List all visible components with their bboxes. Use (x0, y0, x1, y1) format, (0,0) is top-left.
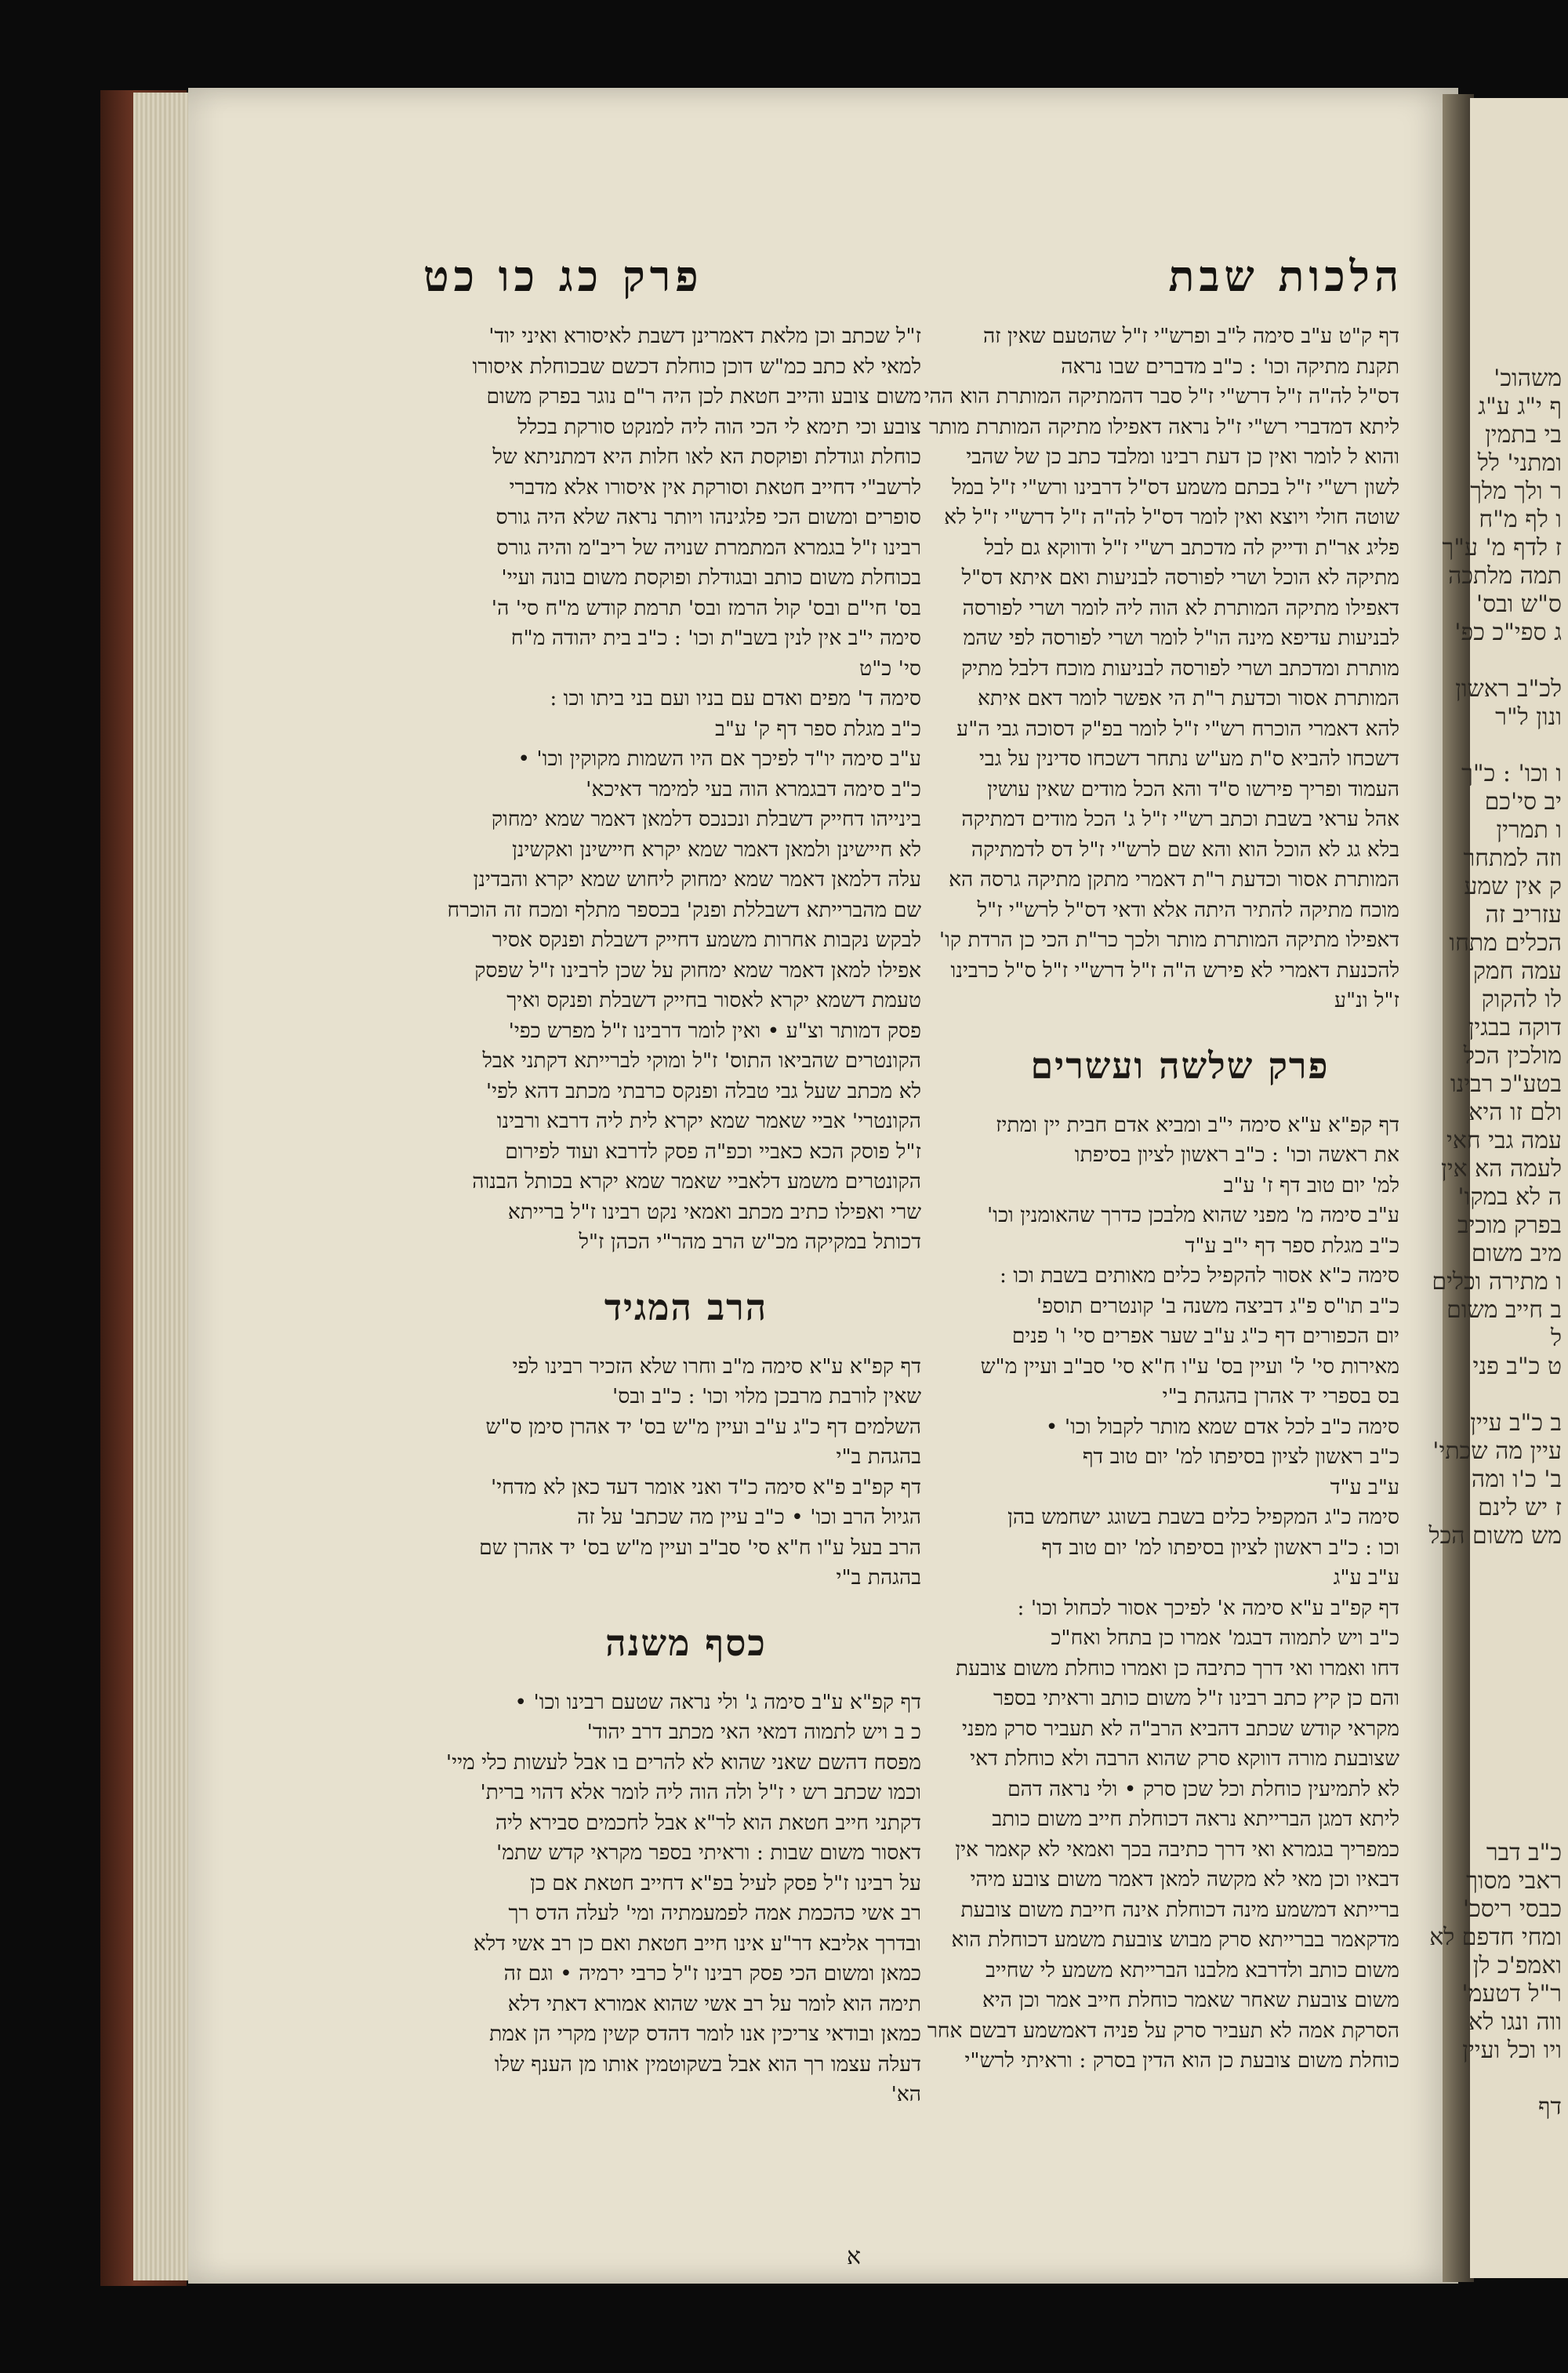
text-line: ב חייב משום (1446, 1296, 1562, 1324)
text-line: כ"ב מגלת ספר דף ק' ע"ב (715, 716, 921, 741)
text-line: לבניעות עדיפא מינה הו"ל לומר ושרי לפורסה לפי שהמ (963, 626, 1399, 650)
commentary-block (924, 322, 1399, 1016)
text-line: עמה חמק (1472, 958, 1562, 985)
text-line: ווה ונגו לא (1468, 2008, 1562, 2036)
section-heading-magid: הרב המגיד (604, 1285, 768, 1328)
text-line: הרב בעל ע"ו ח"א סי' סב"ב ועיין מ"ש בס' יד אהרן שם (479, 1535, 921, 1560)
text-line: סימה כ"א אסור להקפיל כלים מאותים בשבת וכו : (999, 1263, 1399, 1288)
text-line: סימה י"ב אין לנין בשב"ת וכו' : כ"ב בית יהודה מ"ח (510, 626, 921, 650)
text-line: דף קפ"א ע"ב סימה ג' ולי נראה שטעם רבינו וכו' • (514, 1689, 921, 1714)
text-line: דס"ל לה"ה ז"ל דרש"י ז"ל סבר דהמתיקה המותרת הוא ההי (924, 384, 1399, 409)
text-line: לכ"ב ראשון (1455, 675, 1562, 703)
text-line: בכוחלת משום כותב ובגודלת ופוקסת משום בונה ועיי' (501, 565, 921, 590)
text-line: דחו ואמרו ואי דרך כתיבה כן ואמרו כוחלת משום צובעת (956, 1655, 1399, 1681)
text-line: מדקאמר בברייתא סרק מבוש צובעת משמע דכוחלת הוא (951, 1928, 1399, 1952)
text-line: הגיול הרב וכו' • כ"ב עיין מה שכתב' על זה (577, 1505, 921, 1529)
commentary-block (445, 1688, 921, 2110)
text-line: ז יש לינם (1478, 1494, 1562, 1521)
text-line: לבקש נקבות אחרות משמע דחייק דשבלת ופנקס אסיר (492, 928, 921, 952)
text-line: ט כ"ב פני (1472, 1353, 1562, 1380)
text-line: להא דאמרי הוכרח רש"י ז"ל לומר בפ"ק דסוכה גבי ה"ע (956, 716, 1399, 741)
text-line: דף ק"ט ע"ב סימה ל"ב ופרש"י ז"ל שהטעם שאין זה (982, 324, 1399, 348)
text-line: לעמה הא אין (1441, 1155, 1562, 1183)
text-line: מפסח דהשם שאני שהוא לא להרים בו אבל לעשות כלי מיי' (445, 1750, 921, 1775)
text-line: בפרק מוכיב (1457, 1212, 1562, 1239)
text-line: הקונטרים משמע דלאביי שאמר שמא יקרא בכותל הבנוה (472, 1169, 921, 1194)
text-line: הכלים מתחו (1449, 929, 1562, 957)
text-line: ומתני' לל (1477, 449, 1562, 477)
text-line: צובע וכי תימא לי הכי הוה ליה למנקט סורקת בכלל (517, 414, 921, 439)
text-line: בינייהו דחייק דשבלת ונכנכס דלמאן דאמר שמא ימחוק (491, 807, 921, 831)
text-line: ר"ל דטעמ' (1461, 1980, 1562, 2008)
text-line: ואמפ'כ לן (1472, 1952, 1562, 1979)
text-line: יב סי'כם (1484, 788, 1562, 816)
text-line: על רבינו ז"ל פסק לעיל בפ"א דחייב חטאת אם כן (530, 1870, 921, 1895)
text-line: סי' כ"ט (859, 656, 921, 681)
text-line: כ ב ויש לתמוה דמאי האי מכתב דרב יהוד' (586, 1720, 921, 1744)
text-line: בלא גג לא הוכל הוא והא שם לרש"י ז"ל דס לדמתיקה (971, 837, 1399, 862)
commentary-block (447, 322, 921, 1258)
text-line: ו תמרין (1496, 816, 1562, 844)
text-line: ע"ב ע"ג (1333, 1565, 1399, 1590)
text-line: ה לא במקו' (1457, 1183, 1562, 1211)
text-line: את ראשה וכו' : כ"ב ראשון לציון בסיפתו (1074, 1143, 1399, 1167)
text-line: עלה דלמאן דאמר שמא ימחוק ליחוש שמא יקרא והבדינן (473, 867, 921, 892)
text-line: בהגהת ב"י (836, 1445, 921, 1469)
text-line: תימה הוא לומר על רב אשי שהוא אמורא דאתי דלא (507, 1991, 921, 2016)
text-line: ו מתירה וכלים (1432, 1268, 1562, 1296)
text-line: מאירות סי' ל' ועיין בס' ע"ו ח"א סי' סב"ב ועיין מ"ש (980, 1354, 1399, 1379)
facing-page-text-bottom (1429, 1839, 1568, 2121)
text-line: משום צובעת שאחר שאמר כוחלת חייב אמר וכן היא (982, 1988, 1399, 2012)
text-line: למ' יום טוב דף ז' ע"ב (1223, 1172, 1399, 1197)
text-line: כ"ב דבר (1486, 1839, 1562, 1866)
text-line: כ"ב סימה דבגמרא הוה בעי למימר דאיכא' (586, 776, 921, 801)
text-line: יום הכפורים דף כ"ג ע"ב שער אפרים סי' ו' פנים (1011, 1324, 1399, 1348)
text-line: אהל עראי בשבת וכתב רש"י ז"ל ג' הכל מודים דמתיקה (961, 807, 1399, 831)
text-line: שרי ואפילו כתיב מכתב ואמאי נקט רבינו ז"ל ברייתא (507, 1199, 921, 1224)
text-line: והוא ל לומר ואין כן דעת רבינו ומלבד כתב כן של שהבי (966, 445, 1399, 469)
text-line: מיב משום (1471, 1240, 1562, 1267)
text-line: סימה כ"ג המקפיל כלים בשבת בשוגג ישחמש בהן (1007, 1505, 1399, 1529)
text-line: השלמים דף כ"ג ע"ב ועיין מ"ש בס' יד אהרן סימן ס"ש (485, 1414, 921, 1439)
text-line: ברייתא דמשמע מינה דכוחלת אינה חייבת משום צובעת (960, 1897, 1399, 1922)
text-line: דאפילו מתיקה המותרת מותר ולכך כר"ת הכי כן הרדת קו' (938, 928, 1399, 952)
text-line: כמאן ובודאי צריכין אנו לומר דהדס קשין מקרי הן אמת (489, 2022, 921, 2046)
running-header (423, 251, 1403, 306)
text-line: תמה מלתכה (1448, 562, 1562, 590)
text-line: בס' חי"ם ובס' קול הרמז ובס' תרמת קודש מ"ח סי' ה' (491, 595, 921, 620)
text-line: דבאיו וכן מאי לא מקשה למאן דאמר משום צובע מיהי (970, 1867, 1399, 1891)
text-line: לא חיישינן ולמאן דאמר שמא יקרא חיישינן ואקשינן (512, 837, 921, 862)
text-line: הקונטרי' אביי שאמר שמא יקרא לית ליה דרבא ורבינו (496, 1109, 921, 1133)
text-line: כוחלת וגודלת ופוקסת הא לאו חלות היא דמתניתא של (492, 445, 921, 469)
catchword: א (847, 2243, 862, 2270)
text-line: לא לתמיעין כוחלת וכל שכן סרק • ולי נראה דהם (1007, 1776, 1399, 1801)
text-line: בי בתמין (1485, 421, 1562, 449)
text-line: ר ולך מלך (1470, 478, 1562, 505)
text-line: המותרת אסור וכדעת ר"ת הי אפשר לומר דאם איתא (978, 686, 1399, 710)
text-line: סימה כ"ב לכל אדם שמא מותר לקבול וכו' • (1045, 1414, 1399, 1439)
text-line: ס"ש ובס' (1475, 591, 1562, 618)
text-line: הקונטרים שהביאו התוס' ז"ל ומוקי לברייתא דקתני אבל (482, 1048, 921, 1073)
left-text-column (445, 322, 921, 2266)
facing-page-text-top (1429, 365, 1568, 1550)
text-line: העמוד ופריך פירשו ס"ד והא הכל מודים שאין עושין (987, 776, 1399, 801)
text-line: מש משום הכל (1428, 1522, 1562, 1550)
text-line: בטע"כ רבינו (1450, 1070, 1562, 1098)
right-text-column (924, 322, 1399, 2266)
text-line: הא' (891, 2082, 921, 2106)
text-line: דף קפ"א ע"א סימה מ"ב וחרו שלא הזכיר רבינו לפי (512, 1354, 921, 1379)
text-line: דכותל במקיקה מכ"ש הרב מהר"י הכהן ז"ל (579, 1230, 921, 1254)
text-line: ליתא דמגן הברייתא נראה דכוחלת חייב משום כותב (992, 1807, 1399, 1831)
text-line: עמה גבי חאי (1446, 1127, 1562, 1154)
text-line: מקראי קודש שכתב דהביא הרב"ה לא תעביר סרק מפני (962, 1716, 1399, 1741)
text-line: שוטה חולי ויוצא ואין לומר דס"ל לה"ה ז"ל דרש"י ז"ל לא (944, 505, 1399, 529)
text-line: וכו : כ"ב ראשון לציון בסיפתו למ' יום טוב דף (1041, 1535, 1399, 1560)
text-line: ראבי מסוך (1466, 1867, 1562, 1895)
text-line: משום כותב ולדרבא מלבנו הברייתא משמע לי שחייב (985, 1957, 1399, 1982)
text-line: ע"ב סימה יו"ד לפיכך אם היו השמות מקוקין וכו' • (517, 747, 921, 771)
text-line: ו לף מ"ח (1479, 506, 1562, 533)
chapter-heading: פרק שלשה ועשרים (1030, 1044, 1330, 1087)
text-line: כ"ב ויש לתמוה דבגמ' אמרו כן בתחל ואח"כ (1051, 1626, 1399, 1650)
text-line: דף (1538, 2093, 1562, 2120)
text-line: כ"ב מגלת ספר דף י"ב ע"ד (1185, 1233, 1399, 1258)
text-line: דקתני חייב חטאת הוא לר"א אבל לחכמים סבירא ליה (495, 1810, 921, 1835)
text-line: מותרת ומדכתב ושרי לפורסה לבניעות מוכח דלבל מתיק (961, 656, 1399, 681)
text-line: ע"ב סימה מ' מפני שהוא מלבכן כדרך שהאומנין וכו' (987, 1203, 1399, 1227)
text-line: לרשב"י דחייב חטאת וסורקת אין איסורו אלא מדברי (509, 474, 921, 500)
text-line: ולם זו היא (1468, 1099, 1562, 1126)
text-line: רבינו ז"ל בגמרא המתמרת שנויה של ריב"מ והיה גורס (496, 535, 921, 560)
text-line: דוקה בבגין (1468, 1014, 1562, 1041)
text-line: כ"ב תו"ס פ"ג דביצה משנה ב' קונטרים תוספ' (1036, 1293, 1399, 1318)
text-line: כמפריך בגמרא ואי דרך כתיבה בכך ואמאי לא קאמר אין (955, 1837, 1399, 1862)
text-line: שם מהברייתא דשבללת ופנק' בכספר מתלף ומכח זה הוכרח (447, 897, 921, 922)
text-line: מתיקה לא הוכל ושרי לפורסה לבניעות ואם איתא דס"ל (961, 565, 1399, 590)
text-line: ז לדף מ' ע"ך (1442, 534, 1562, 561)
text-line: בהגהת ב"י (836, 1565, 921, 1590)
header-title: הלכות שבת (1168, 251, 1403, 301)
text-line (1429, 1381, 1568, 1409)
text-line: ז"ל פוסק הכא כאביי וכפ"ה פסק לדרבא ועוד לפירום (505, 1139, 921, 1164)
text-line: דף קפ"ב פ"א סימה כ"ד ואני אומר דעד כאן לא מדחי' (491, 1474, 921, 1499)
text-line: פליג אר"ת ודייק לה מדכתב רש"י ז"ל ודווקא גם לבל (984, 535, 1399, 560)
text-line: משהוכ' (1494, 365, 1562, 392)
text-line: דף קפ"א ע"א סימה י"ב ומביא אדם חבית יין ומתיז (996, 1112, 1399, 1137)
text-line: אפילו למאן דאמר שמא ימחוק על שכן לרבינו ז"ל שפסק (474, 958, 921, 983)
text-line: שאין לורבת מרבכן מלוי וכו' : כ"ב ובס' (612, 1384, 921, 1408)
text-line: כוחלת משום צובעת כן הוא הדין בסרק : וראיתי לרש"י (964, 2048, 1399, 2073)
text-line: ויו וכל ועיין (1462, 2037, 1562, 2064)
text-line: עיין מה שכתי' (1432, 1437, 1562, 1465)
text-line (1429, 732, 1568, 760)
facing-page-fragment (1428, 98, 1568, 2278)
text-line: ב כ"ב עיין (1470, 1409, 1562, 1437)
text-line: ובדרך אליבא דר"ע אינו חייב חטאת ואם כן רב אשי דלא (473, 1931, 921, 1956)
text-line: דשכחו להביא ס"ת מע"ש נתחר דשכחו סדינין על גבי (978, 747, 1399, 771)
text-line: ו וכו' : כ"ך (1461, 760, 1562, 787)
text-line: ז"ל ונ"ע (1334, 988, 1399, 1012)
commentary-block (927, 1110, 1399, 2077)
text-line: ג ספי"כ כפ' (1454, 619, 1562, 646)
text-line: כמאן ומשום הכי פסק רבינו ז"ל כרבי ירמיה • וגם זה (503, 1961, 921, 1986)
text-line: בס בספרי יד אהרן בהגהת ב"י (1162, 1384, 1399, 1408)
text-line: פסק דמותר וצ"ע • ואין לומר דרבינו ז"ל מפרש כפי' (508, 1018, 921, 1043)
text-line (1429, 647, 1568, 675)
text-line: לשון רש"י ז"ל בכתם משמע דס"ל דרבינו ורש"י ז"ל במל (952, 474, 1399, 500)
text-line: להכנעת דאמרי לא פירש ה"ה ז"ל דרש"י ז"ל ס"ל כרבינו (950, 958, 1399, 983)
text-line: ל (1550, 1325, 1562, 1352)
text-line: דאסור משום שבות : וראיתי בספר מקראי קדש שתמ' (496, 1841, 921, 1865)
text-line: וכמו שכתב רש י ז"ל ולה הוה ליה לומר אלא דהוי ברית' (480, 1780, 921, 1804)
text-line: רב אשי כהכמת אמה לפמעמתיה ומי' לעלה הדס רך (508, 1901, 921, 1925)
text-line: שצובעת מורה דווקא סרק שהוא הרבה ולא כוחלת דאי (970, 1746, 1399, 1771)
text-line: סופרים ומשום הכי פלגינהו ויותר נראה שלא היה גורס (495, 505, 921, 529)
text-line: וזה למתחר (1463, 845, 1562, 872)
text-line: טעמת דשמא יקרא לאסור בחייק דשבלת ופנקס ואיך (506, 988, 921, 1012)
text-line: לו להקוק (1481, 986, 1562, 1013)
text-line: ז"ל שכתב וכן מלאת דאמרינן דשבת לאיסורא ואיני יוד' (488, 324, 921, 348)
text-line: כבסי ריסכ' (1462, 1895, 1562, 1923)
text-line: מוכח מתיקה להתיר היתה אלא ודאי דס"ל לרש"י ז"ל (977, 897, 1399, 922)
text-line: סימה ד' מפים ואדם עם בניו ועם בני ביתו וכו : (550, 686, 921, 710)
text-line: והם כן קיץ כתב רבינו ז"ל משום כותב וראיתי בספר (993, 1686, 1399, 1710)
text-line: למאי לא כתב כמ"ש דוכן כוחלת דכשם שבכוחלת איסורו (472, 354, 921, 379)
text-line: לא מכתב שעל גבי טבלה ופנקס כרבתי מכתב דהא לפי' (485, 1078, 921, 1103)
section-heading-kesef-mishneh: כסף משנה (605, 1621, 767, 1664)
text-line: ליתא דמדברי רש"י ז"ל נראה דאפילו מתיקה המותרת מותר (928, 414, 1399, 439)
text-line: ב' כ'ו ומה (1471, 1466, 1562, 1493)
text-line: המותרת אסור וכדעת ר"ת דאמרי מתקן מתיקה גרסה הא (949, 867, 1399, 892)
text-line: הסרקת אמה לא תעביר סרק על פניה דאמשמע דבשם אחר (927, 2018, 1399, 2043)
text-line: משום צובע והייב חטאת לכן היה ר"ם נוגר בפרק משום (486, 384, 921, 409)
text-line (1429, 2065, 1568, 2093)
text-line: דעלה עצמו רך הוא אבל בשקוטמין אותו מן הענף שלו (494, 2051, 921, 2077)
text-line: ק אין שמע (1464, 873, 1562, 900)
text-line: כ"ב ראשון לציון בסיפתו למ' יום טוב דף (1082, 1445, 1399, 1469)
text-line: מולכין הכל (1463, 1042, 1562, 1070)
text-line: עזריב זה (1485, 901, 1562, 928)
header-chapter: פרק כג כו כט (423, 251, 703, 301)
text-line: ומחי חדפם לא (1429, 1924, 1562, 1951)
text-line: תקנת מתיקה וכו' : כ"ב מדברים שבו נראה (1061, 354, 1399, 379)
commentary-block (451, 1352, 921, 1594)
text-line: ע"ב ע"ד (1330, 1474, 1399, 1499)
text-line: דאפילו מתיקה המותרת לא הוה ליה לומר ושרי לפורסה (962, 595, 1399, 620)
text-line: ונון ל"ר (1495, 703, 1562, 731)
text-line: דף קפ"ב ע"א סימה א' לפיכך אסור לכחול וכו' : (1017, 1595, 1399, 1620)
text-line: ף י"ג ע"ג (1478, 393, 1562, 420)
